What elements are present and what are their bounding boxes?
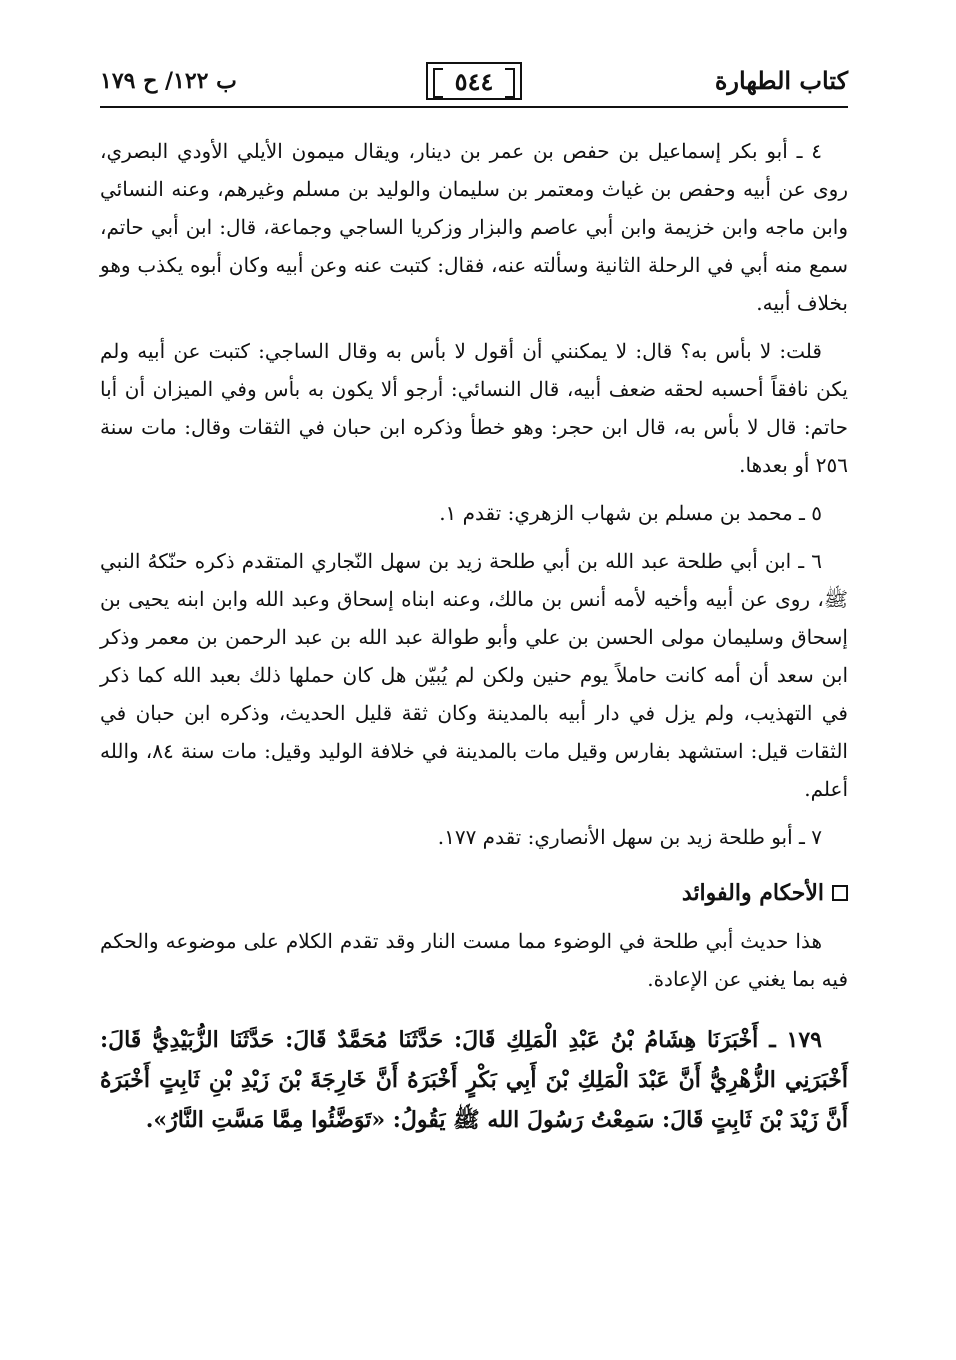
page-number: ٥٤٤ [426,62,522,100]
hadith-text: ١٧٩ ـ أَخْبَرَنَا هِشَامُ بْنُ عَبْدِ الْمَلِكِ قَالَ: حَدَّثَنَا مُحَمَّدٌ قَالَ: حَدَّثَنَا الزُّبَيْدِيُّ قَالَ: أَخْبَرَنِي الزُّهْرِيُّ أَنَّ عَبْدَ الْمَلِكِ بْنَ أَبِي بَكْرٍ أَخْبَرَهُ أَنَّ خَارِجَةَ بْنَ زَيْدِ بْنِ ثَابِتٍ أَخْبَرَهُ أَنَّ زَيْدَ بْنَ ثَابِتٍ قَالَ: سَمِعْتُ رَسُولَ الله ﷺ يَقُولُ: «تَوَضَّئُوا مِمَّا مَسَّتِ النَّارُ». [100,1027,848,1133]
narrator-paragraph-5: ٥ ـ محمد بن مسلم بن شهاب الزهري: تقدم ١. [439,501,822,525]
section-title [100,874,848,912]
hadith-reference: ب ١٢٢/ ح ١٧٩ [100,68,237,94]
checkbox-icon [832,885,848,901]
narrator-paragraph-4: ٤ ـ أبو بكر إسماعيل بن حفص بن عمر بن دينار، ويقال ميمون الأيلي الأودي البصري، روى عن أبيه وحفص بن غياث ومعتمر بن سليمان والوليد بن مسلم وغيرهم، وعنه النسائي وابن ماجه وابن خزيمة وابن أبي عاصم والبزار وزكريا الساجي وجماعة، قال: ابن أبي حاتم، سمع منه أبي في الرحلة الثانية وسألته عنه، فقال: كتبت عنه وعن أبيه وكان أبوه يكذب وهو بخلاف أبيه. [100,139,848,315]
narrator-paragraph-6: ٦ ـ ابن أبي طلحة عبد الله بن أبي طلحة زيد بن سهل النّجاري المتقدم ذكره حنّكهُ النبي ﷺ، روى عن أبيه وأخيه لأمه أنس بن مالك، وعنه ابناه إسحاق وعبد الله وابن ابنه يحيى بن إسحاق وسليمان مولى الحسن بن علي وأبو طوالة عبد الله بن عبد الرحمن بن معمر وذكر ابن سعد أن أمه كانت حاملاً يوم حنين ولكن لم يُبيّن هل كان حملها ذلك بعبد الله كما ذكر في التهذيب، ولم يزل في دار أبيه بالمدينة وكان ثقة قليل الحديث، وذكره ابن حبان في الثقات قيل: استشهد بفارس وقيل مات بالمدينة في خلافة الوليد وقيل: مات سنة ٨٤، والله أعلم. [100,549,848,801]
page-header [100,56,848,108]
document-page [100,56,848,1296]
commentary-paragraph: قلت: لا بأس به؟ قال: لا يمكنني أن أقول لا بأس به وقال الساجي: كتبت عن أبيه ولم يكن نافقاً أحسبه لحقه ضعف أبيه، قال النسائي: أرجو ألا يكون به بأس وفي الميزان أن أبا حاتم: قال لا بأس به، قال ابن حجر: وهو خطأ وذكره ابن حبان في الثقات وقال: مات سنة ٢٥٦ أو بعدها. [100,339,848,477]
page-content [100,132,848,1162]
narrator-paragraph-7: ٧ ـ أبو طلحة زيد بن سهل الأنصاري: تقدم ١٧٧. [437,825,822,849]
book-title: كتاب الطهارة [714,66,848,95]
section-title-label: الأحكام والفوائد [681,880,824,906]
rulings-paragraph: هذا حديث أبي طلحة في الوضوء مما مست النار وقد تقدم الكلام على موضوعه والحكم فيه بما يغني عن الإعادة. [100,929,848,991]
